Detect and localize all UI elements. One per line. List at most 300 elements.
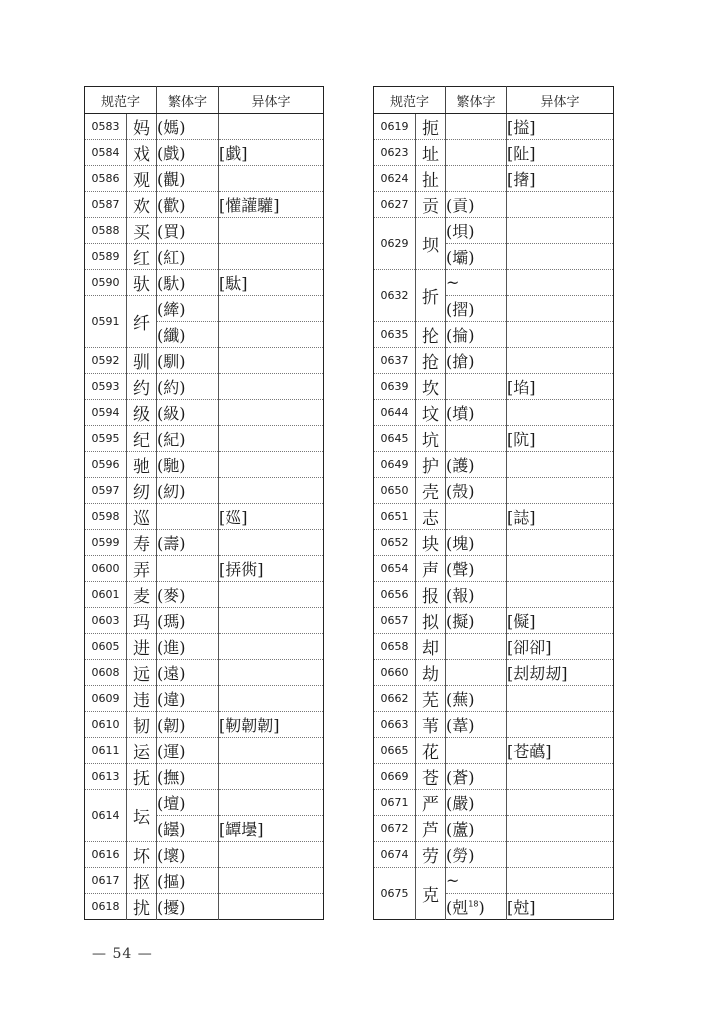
char-code: 0649 [374,452,416,478]
standard-char: 寿 [127,530,157,556]
variant-char [219,400,324,426]
standard-char: 约 [127,374,157,400]
char-code: 0611 [85,738,127,764]
traditional-char: (罎) [157,816,219,842]
char-code: 0589 [85,244,127,270]
traditional-char [446,166,507,192]
standard-char: 拟 [416,608,446,634]
traditional-char: (馳) [157,452,219,478]
traditional-char [446,634,507,660]
table-row [374,582,614,608]
variant-char [219,166,324,192]
table-row [85,686,324,712]
header-variant: 异体字 [219,87,324,114]
char-code: 0624 [374,166,416,192]
variant-char [219,686,324,712]
table-row [85,530,324,556]
char-code: 0597 [85,478,127,504]
variant-char [507,816,614,842]
standard-char: 妈 [127,114,157,140]
variant-char [219,790,324,816]
traditional-char [446,374,507,400]
variant-char [219,218,324,244]
standard-char: 扼 [416,114,446,140]
char-code: 0591 [85,296,127,348]
standard-char: 运 [127,738,157,764]
standard-char: 玛 [127,608,157,634]
char-code: 0590 [85,270,127,296]
char-code: 0616 [85,842,127,868]
traditional-char: ~ [446,270,507,296]
traditional-char: (壩) [446,244,507,270]
header-variant: 异体字 [507,87,614,114]
header-standard: 规范字 [85,87,157,114]
standard-char: 红 [127,244,157,270]
traditional-char: (瑪) [157,608,219,634]
standard-char: 护 [416,452,446,478]
variant-char: [懽讙驩] [219,192,324,218]
table-row [374,556,614,582]
traditional-char: (蕪) [446,686,507,712]
standard-char: 驮 [127,270,157,296]
traditional-char: (歡) [157,192,219,218]
traditional-char: (嚴) [446,790,507,816]
variant-char: [罈壜] [219,816,324,842]
traditional-char: (媽) [157,114,219,140]
traditional-char: (葦) [446,712,507,738]
variant-char [219,842,324,868]
char-code: 0583 [85,114,127,140]
standard-char: 纫 [127,478,157,504]
standard-char: 贡 [416,192,446,218]
standard-char: 扯 [416,166,446,192]
table-row [85,738,324,764]
variant-char [507,192,614,218]
table-row [374,634,614,660]
traditional-char [446,738,507,764]
standard-char: 抚 [127,764,157,790]
variant-char: [靭韌韌] [219,712,324,738]
char-code: 0617 [85,868,127,894]
variant-char: [儗] [507,608,614,634]
table-row [85,764,324,790]
table-row [374,400,614,426]
standard-char: 买 [127,218,157,244]
traditional-char: (紀) [157,426,219,452]
char-table-right [373,86,614,920]
traditional-char: (掄) [446,322,507,348]
variant-char [507,478,614,504]
char-code: 0595 [85,426,127,452]
table-row [85,192,324,218]
traditional-char: (馱) [157,270,219,296]
variant-char [219,452,324,478]
char-code: 0618 [85,894,127,920]
char-code: 0596 [85,452,127,478]
table-row [85,400,324,426]
standard-char: 坝 [416,218,446,270]
char-code: 0600 [85,556,127,582]
standard-char: 抠 [127,868,157,894]
variant-char [219,114,324,140]
variant-char: [尅] [507,894,614,920]
traditional-char: (報) [446,582,507,608]
variant-char [219,530,324,556]
char-code: 0594 [85,400,127,426]
table-row [374,686,614,712]
variant-char [219,764,324,790]
standard-char: 驰 [127,452,157,478]
table-row [85,348,324,374]
table-row [374,426,614,452]
char-code: 0608 [85,660,127,686]
standard-char: 坑 [416,426,446,452]
traditional-char: (垻) [446,218,507,244]
standard-char: 戏 [127,140,157,166]
variant-char: [卻卻] [507,634,614,660]
traditional-char: (聲) [446,556,507,582]
traditional-char: (紅) [157,244,219,270]
traditional-char: (殼) [446,478,507,504]
char-code: 0650 [374,478,416,504]
standard-char: 巡 [127,504,157,530]
standard-char: 苍 [416,764,446,790]
traditional-char: (馴) [157,348,219,374]
table-row [85,634,324,660]
table-row [374,660,614,686]
standard-char: 弄 [127,556,157,582]
char-code: 0660 [374,660,416,686]
table-row [374,738,614,764]
table-row [374,790,614,816]
variant-char: [廵] [219,504,324,530]
variant-char [507,452,614,478]
variant-char [219,244,324,270]
traditional-char-text: (剋 [446,898,469,917]
traditional-char: (撫) [157,764,219,790]
traditional-char: (縴) [157,296,219,322]
char-code: 0658 [374,634,416,660]
char-code: 0675 [374,868,416,920]
traditional-char: ~ [446,868,507,894]
standard-char: 麦 [127,582,157,608]
char-code: 0613 [85,764,127,790]
table-row [85,660,324,686]
table-row [374,192,614,218]
traditional-char [446,426,507,452]
char-code: 0592 [85,348,127,374]
char-code: 0598 [85,504,127,530]
table-row [374,530,614,556]
variant-char [219,868,324,894]
table-row [374,842,614,868]
standard-char: 驯 [127,348,157,374]
variant-char [219,348,324,374]
traditional-char: (進) [157,634,219,660]
traditional-char: (紉) [157,478,219,504]
table-row [374,712,614,738]
standard-char: 苇 [416,712,446,738]
standard-char: 坛 [127,790,157,842]
table-row [85,478,324,504]
traditional-char: (遠) [157,660,219,686]
variant-char [507,712,614,738]
standard-char: 花 [416,738,446,764]
variant-char [507,764,614,790]
standard-char: 抢 [416,348,446,374]
table-row [374,504,614,530]
char-code: 0669 [374,764,416,790]
standard-char: 坏 [127,842,157,868]
traditional-char: (蒼) [446,764,507,790]
table-row [374,452,614,478]
char-code: 0599 [85,530,127,556]
char-code: 0632 [374,270,416,322]
variant-char [507,270,614,296]
char-code: 0656 [374,582,416,608]
traditional-char: (運) [157,738,219,764]
standard-char: 壳 [416,478,446,504]
variant-char [219,634,324,660]
char-code: 0584 [85,140,127,166]
variant-char: [埳] [507,374,614,400]
variant-char [507,218,614,244]
traditional-char [157,504,219,530]
table-row [85,608,324,634]
char-code: 0657 [374,608,416,634]
char-code: 0651 [374,504,416,530]
variant-char: [刦刧刼] [507,660,614,686]
standard-char: 坎 [416,374,446,400]
variant-char [219,478,324,504]
standard-char: 韧 [127,712,157,738]
table-row [85,712,324,738]
char-code: 0609 [85,686,127,712]
variant-char [219,296,324,322]
char-code: 0671 [374,790,416,816]
traditional-char [157,556,219,582]
standard-char: 观 [127,166,157,192]
header-traditional: 繁体字 [446,87,507,114]
char-code: 0586 [85,166,127,192]
table-row [85,582,324,608]
char-code: 0637 [374,348,416,374]
standard-char: 芜 [416,686,446,712]
standard-char: 报 [416,582,446,608]
traditional-char: (韌) [157,712,219,738]
header-standard: 规范字 [374,87,446,114]
variant-char [507,790,614,816]
traditional-char [446,140,507,166]
variant-char: [挵衖] [219,556,324,582]
standard-char: 却 [416,634,446,660]
traditional-char: (壇) [157,790,219,816]
traditional-char: (約) [157,374,219,400]
table-row [374,114,614,140]
char-code: 0663 [374,712,416,738]
table-body-right [374,114,614,920]
table-row [374,374,614,400]
variant-char: [駄] [219,270,324,296]
table-row [374,764,614,790]
table-row [374,218,614,244]
traditional-char: (戲) [157,140,219,166]
traditional-char: (貢) [446,192,507,218]
char-code: 0672 [374,816,416,842]
standard-char: 进 [127,634,157,660]
variant-char: [苍蘤] [507,738,614,764]
char-code: 0665 [374,738,416,764]
standard-char: 违 [127,686,157,712]
standard-char: 址 [416,140,446,166]
variant-char [507,296,614,322]
variant-char [507,556,614,582]
table-row [85,270,324,296]
standard-char: 劳 [416,842,446,868]
variant-char: [搤] [507,114,614,140]
char-code: 0654 [374,556,416,582]
variant-char [219,426,324,452]
standard-char: 纤 [127,296,157,348]
standard-char: 抡 [416,322,446,348]
standard-char: 克 [416,868,446,920]
traditional-char: (麥) [157,582,219,608]
char-code: 0639 [374,374,416,400]
table-row [85,868,324,894]
standard-char: 志 [416,504,446,530]
table-row [85,244,324,270]
traditional-char [446,114,507,140]
char-code: 0603 [85,608,127,634]
table-row [374,166,614,192]
variant-char [219,374,324,400]
variant-char: [戱] [219,140,324,166]
table-row [374,270,614,296]
table-row [374,348,614,374]
standard-char: 劫 [416,660,446,686]
char-code: 0627 [374,192,416,218]
char-code: 0588 [85,218,127,244]
traditional-char: (搶) [446,348,507,374]
variant-char [507,842,614,868]
traditional-char: (壞) [157,842,219,868]
table-row [85,452,324,478]
char-code: 0605 [85,634,127,660]
variant-char [507,868,614,894]
table-row [374,868,614,894]
traditional-char: (壽) [157,530,219,556]
variant-char [507,400,614,426]
char-code: 0587 [85,192,127,218]
variant-char [219,738,324,764]
variant-char [219,894,324,920]
table-row [374,140,614,166]
standard-char: 块 [416,530,446,556]
char-code: 0614 [85,790,127,842]
variant-char: [撦] [507,166,614,192]
traditional-char: (違) [157,686,219,712]
char-code: 0619 [374,114,416,140]
char-table-left [84,86,324,920]
table-row [374,816,614,842]
traditional-char: (買) [157,218,219,244]
traditional-char: (觀) [157,166,219,192]
traditional-char: (級) [157,400,219,426]
standard-char: 欢 [127,192,157,218]
traditional-char: (蘆) [446,816,507,842]
char-code: 0629 [374,218,416,270]
standard-char: 纪 [127,426,157,452]
table-row [85,166,324,192]
variant-char [507,582,614,608]
footnote-mark: 18 [468,899,479,909]
traditional-char [446,504,507,530]
traditional-char: (護) [446,452,507,478]
char-code: 0623 [374,140,416,166]
table-row [85,504,324,530]
table-row [85,842,324,868]
table-row [85,218,324,244]
char-code: 0662 [374,686,416,712]
standard-char: 扰 [127,894,157,920]
variant-char [507,244,614,270]
traditional-char: (墳) [446,400,507,426]
traditional-char: (塊) [446,530,507,556]
char-code: 0652 [374,530,416,556]
table-row [85,556,324,582]
char-code: 0674 [374,842,416,868]
char-code: 0593 [85,374,127,400]
variant-char: [阯] [507,140,614,166]
variant-char [219,608,324,634]
table-row [85,374,324,400]
variant-char [219,322,324,348]
traditional-char: (摺) [446,296,507,322]
page-number: — 54 — [92,946,153,962]
table-row [374,322,614,348]
char-code: 0635 [374,322,416,348]
traditional-char [446,660,507,686]
table-body-left [85,114,324,920]
char-code: 0610 [85,712,127,738]
char-code: 0645 [374,426,416,452]
char-code: 0644 [374,400,416,426]
variant-char [219,582,324,608]
variant-char: [誌] [507,504,614,530]
standard-char: 远 [127,660,157,686]
header-traditional: 繁体字 [157,87,219,114]
table-row [85,296,324,322]
traditional-char-close: ) [478,898,485,917]
table-row [85,894,324,920]
char-code: 0601 [85,582,127,608]
traditional-char: (擬) [446,608,507,634]
table-row [85,114,324,140]
standard-char: 坟 [416,400,446,426]
table-row [85,790,324,816]
table-row [85,426,324,452]
standard-char: 芦 [416,816,446,842]
variant-char [507,686,614,712]
standard-char: 严 [416,790,446,816]
variant-char: [阬] [507,426,614,452]
standard-char: 级 [127,400,157,426]
traditional-char: (擾) [157,894,219,920]
standard-char: 声 [416,556,446,582]
traditional-char [446,894,507,920]
variant-char [507,530,614,556]
variant-char [219,660,324,686]
